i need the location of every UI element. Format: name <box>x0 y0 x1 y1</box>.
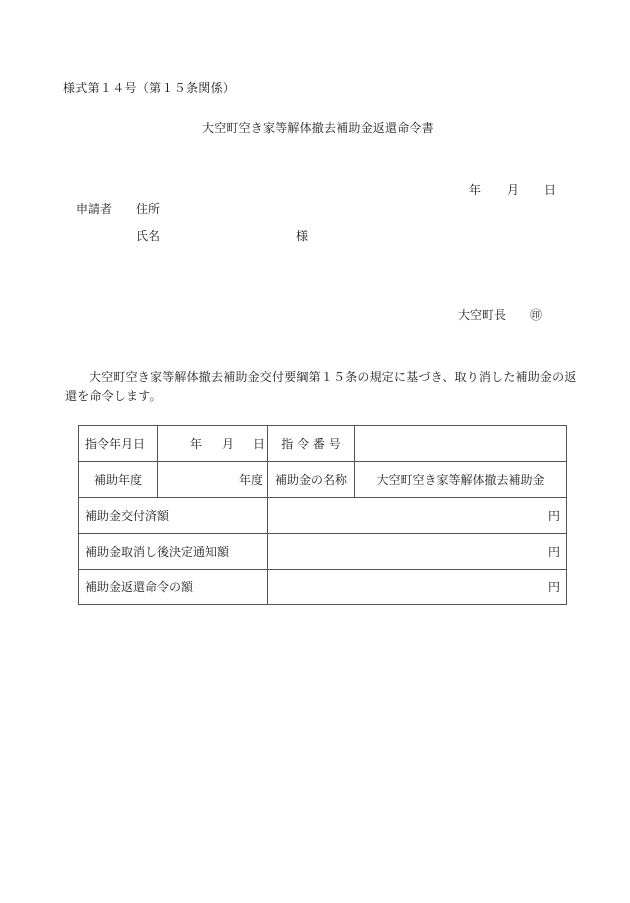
amount-row-value: 円 <box>547 580 560 594</box>
order-date-value <box>158 426 267 461</box>
address-label: 住所 <box>136 202 161 216</box>
order-date-day: 日 <box>253 436 266 451</box>
name-label: 氏名 <box>136 229 161 243</box>
amount-row-label: 補助金返還命令の額 <box>85 580 194 594</box>
amount-row-label: 補助金交付済額 <box>85 508 170 523</box>
order-date-month: 月 <box>222 436 235 451</box>
order-date-year: 年 <box>190 436 203 451</box>
body-text: 大空町空き家等解体撤去補助金交付要綱第１５条の規定に基づき、取り消した補助金の返還を命令します。 <box>65 370 577 403</box>
form-number: 様式第１４号（第１５条関係） <box>63 81 236 95</box>
amount-row-value: 円 <box>547 544 560 559</box>
date-day-label: 日 <box>544 183 557 197</box>
date-year-label: 年 <box>469 183 482 197</box>
fiscal-year-value: 年度 <box>238 472 263 487</box>
order-number-value <box>355 426 566 461</box>
subsidy-return-table <box>78 425 567 605</box>
document-title: 大空町空き家等解体撤去補助金返還命令書 <box>202 121 434 135</box>
date-month-label: 月 <box>507 183 520 197</box>
applicant-label: 申請者 <box>76 202 113 216</box>
honorific: 様 <box>296 229 309 243</box>
subsidy-name-value: 大空町空き家等解体撤去補助金 <box>376 472 545 487</box>
amount-row-label: 補助金取消し後決定通知額 <box>85 544 230 559</box>
order-number-label: 指 令 番 号 <box>281 436 341 451</box>
issuer-name: 大空町長 <box>458 308 507 322</box>
fiscal-year-label: 補助年度 <box>93 472 142 487</box>
order-date-label: 指令年月日 <box>85 436 146 451</box>
subsidy-name-label: 補助金の名称 <box>274 472 347 487</box>
seal-icon: ㊞ <box>530 308 543 322</box>
amount-row-value: 円 <box>547 508 560 523</box>
